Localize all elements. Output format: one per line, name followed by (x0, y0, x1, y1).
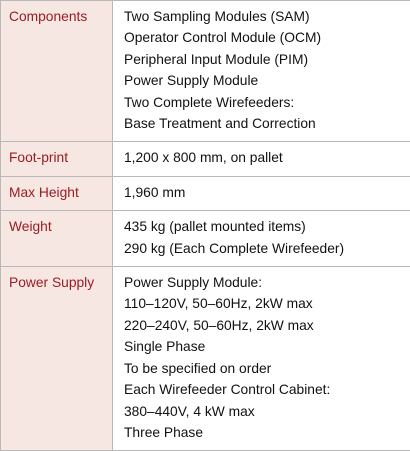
components-line: Base Treatment and Correction (124, 113, 402, 134)
power-supply-row (1, 267, 410, 451)
components-row (1, 1, 410, 142)
power-supply-label: Power Supply (1, 267, 113, 451)
power-supply-line: Power Supply Module: (124, 272, 402, 293)
components-line: Peripheral Input Module (PIM) (124, 49, 402, 70)
power-supply-line: Three Phase (124, 422, 402, 443)
max-height-row (1, 176, 410, 210)
components-line: Two Sampling Modules (SAM) (124, 6, 402, 27)
components-value (113, 1, 410, 142)
components-line: Two Complete Wirefeeders: (124, 92, 402, 113)
footprint-value (113, 142, 410, 176)
max-height-value (113, 176, 410, 210)
max-height-label: Max Height (1, 176, 113, 210)
power-supply-line: Single Phase (124, 336, 402, 357)
power-supply-line: 220–240V, 50–60Hz, 2kW max (124, 315, 402, 336)
power-supply-line: 110–120V, 50–60Hz, 2kW max (124, 293, 402, 314)
weight-line: 435 kg (pallet mounted items) (124, 216, 402, 237)
power-supply-line: Each Wirefeeder Control Cabinet: (124, 379, 402, 400)
components-line: Operator Control Module (OCM) (124, 27, 402, 48)
footprint-row (1, 142, 410, 176)
weight-value (113, 211, 410, 267)
weight-row (1, 211, 410, 267)
components-line: Power Supply Module (124, 70, 402, 91)
footprint-line: 1,200 x 800 mm, on pallet (124, 147, 402, 168)
weight-line: 290 kg (Each Complete Wirefeeder) (124, 238, 402, 259)
components-label: Components (1, 1, 113, 142)
power-supply-line: 380–440V, 4 kW max (124, 401, 402, 422)
power-supply-value (113, 267, 410, 451)
max-height-line: 1,960 mm (124, 182, 402, 203)
power-supply-line: To be specified on order (124, 358, 402, 379)
weight-label: Weight (1, 211, 113, 267)
footprint-label: Foot-print (1, 142, 113, 176)
